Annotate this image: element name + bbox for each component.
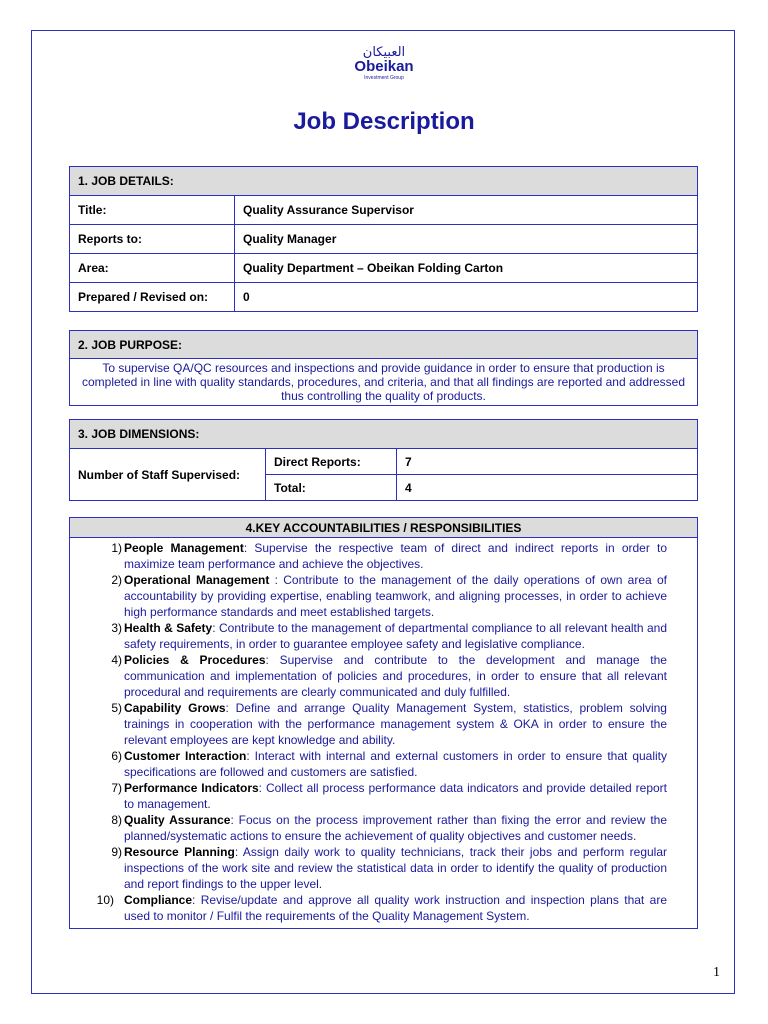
job-purpose-text: To supervise QA/QC resources and inspections and provide guidance in order to ensure that production is completed in line with quality standards, procedures, and criteria, and that all findings are reported and addressed thus controlling the quality of products.	[70, 359, 698, 406]
page-title: Job Description	[293, 108, 475, 135]
list-item: 9) Resource Planning: Assign daily work to quality technicians, track their jobs and perform regular inspections of the work site and review the statistical data in order to identify the quality of production and report findings to the upper level.	[111, 845, 667, 891]
table-row	[70, 283, 698, 312]
job-details-table	[69, 166, 698, 312]
table-row	[70, 254, 698, 283]
list-item: 3) Health & Safety: Contribute to the management of departmental compliance to all relevant health and safety requirements, in order to guarantee employee safety and legislative compliance.	[111, 621, 668, 651]
list-item: 5) Capability Grows: Define and arrange Quality Management System, statistics, problem solving trainings in cooperation with the performance management system & OKA in order to ensure the relevant employees are kept knowledge and ability.	[111, 701, 667, 747]
row-value: 0	[235, 283, 698, 312]
row-label: Prepared / Revised on:	[70, 283, 235, 312]
accountabilities-list-cell	[70, 538, 698, 929]
job-purpose-table	[69, 330, 698, 406]
row-value: Quality Assurance Supervisor	[235, 196, 698, 225]
job-dimensions-table	[69, 419, 698, 501]
accountabilities-table	[69, 517, 698, 929]
accountabilities-heading: 4.KEY ACCOUNTABILITIES / RESPONSIBILITIES	[70, 518, 698, 538]
table-row	[70, 196, 698, 225]
row-value: Quality Department – Obeikan Folding Carton	[235, 254, 698, 283]
job-details-heading: 1. JOB DETAILS:	[70, 167, 698, 196]
row-label: Title:	[70, 196, 235, 225]
svg-text:Obeikan: Obeikan	[354, 58, 414, 75]
list-item: 8) Quality Assurance: Focus on the process improvement rather than fixing the error and review the planned/systematic actions to ensure the achievement of quality objectives and customer needs.	[111, 813, 667, 843]
staff-supervised-label: Number of Staff Supervised:	[70, 449, 266, 501]
row-label: Reports to:	[70, 225, 235, 254]
list-item: 1) People Management: Supervise the respective team of direct and indirect reports in order to maximize team performance and achieve the objectives.	[111, 541, 667, 571]
list-item: 10) Compliance: Revise/update and approve all quality work instruction and inspection plans that are used to monitor / Fulfil the requirements of the Quality Management System.	[96, 893, 667, 923]
row-value: Quality Manager	[235, 225, 698, 254]
obeikan-logo	[344, 42, 424, 82]
svg-text:العبيكان: العبيكان	[362, 45, 406, 60]
direct-reports-value: 7	[397, 449, 698, 475]
total-label: Total:	[266, 475, 397, 501]
table-row	[70, 225, 698, 254]
table-row	[70, 449, 698, 475]
job-dimensions-heading: 3. JOB DIMENSIONS:	[70, 420, 698, 449]
page-number: 1	[713, 965, 720, 980]
list-item: 7) Performance Indicators: Collect all process performance data indicators and provide detailed report to management.	[111, 781, 668, 811]
svg-text:Investment Group: Investment Group	[364, 75, 404, 81]
direct-reports-label: Direct Reports:	[266, 449, 397, 475]
row-label: Area:	[70, 254, 235, 283]
job-purpose-heading: 2. JOB PURPOSE:	[70, 331, 698, 359]
accountabilities-list	[78, 540, 667, 924]
total-value: 4	[397, 475, 698, 501]
list-item: 2) Operational Management : Contribute to the management of the daily operations of own area of accountability by providing expertise, enabling teamwork, and aligning processes, in order to achieve high performance standards and meet established targets.	[111, 573, 667, 619]
list-item: 6) Customer Interaction: Interact with internal and external customers in order to ensure that quality specifications are followed and customers are satisfied.	[111, 749, 668, 779]
list-item: 4) Policies & Procedures: Supervise and contribute to the development and manage the communication and implementation of policies and procedures, in order to ensure that all relevant procedural and requirements are clearly communicated and duly fulfilled.	[111, 653, 667, 699]
